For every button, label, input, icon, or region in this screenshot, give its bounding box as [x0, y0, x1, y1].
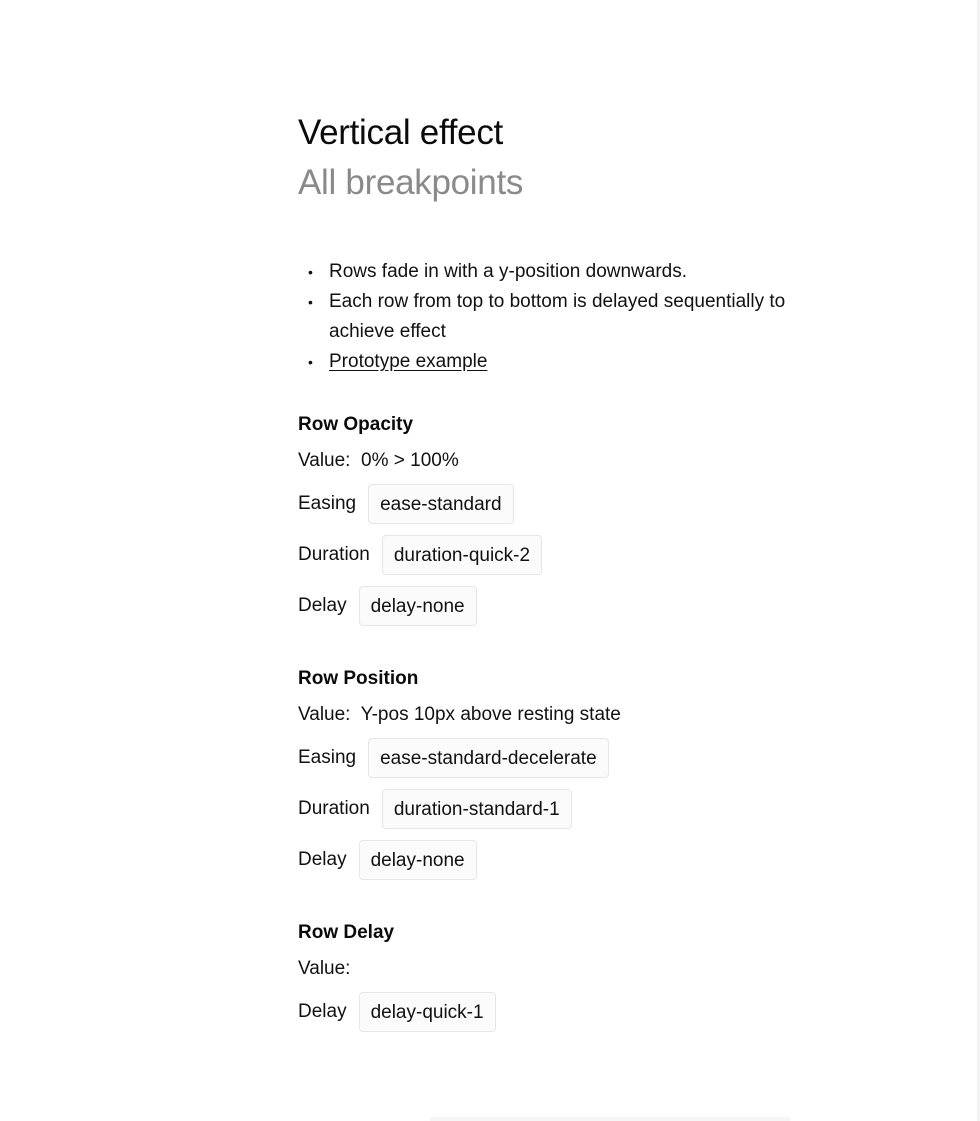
list-item-text: Rows fade in with a y-position downwards. — [329, 261, 688, 282]
easing-row — [298, 737, 818, 779]
page-title: Vertical effect — [298, 113, 503, 152]
value-text: Value: 0% > 100% — [298, 450, 459, 471]
easing-label: Easing — [298, 747, 357, 768]
delay-row — [298, 585, 818, 627]
delay-label: Delay — [298, 849, 347, 870]
list-item-text: Each row from top to bottom is delayed sequentially to achieve effect — [329, 291, 786, 342]
easing-label: Easing — [298, 493, 357, 514]
delay-token-chip: delay-none — [359, 840, 477, 880]
bullet-icon: • — [308, 264, 313, 280]
delay-row — [298, 839, 818, 881]
duration-label: Duration — [298, 544, 370, 565]
description-list — [308, 257, 838, 377]
duration-token-chip: duration-quick-2 — [382, 535, 542, 575]
page-subtitle: All breakpoints — [298, 163, 524, 202]
duration-label: Duration — [298, 798, 370, 819]
duration-row — [298, 788, 818, 830]
value-text: Value: — [298, 958, 351, 979]
bullet-icon: • — [308, 354, 313, 370]
section-title: Row Delay — [298, 922, 395, 943]
row-delay-section — [298, 920, 818, 1033]
list-item — [308, 287, 838, 347]
bullet-icon: • — [308, 294, 313, 310]
easing-row — [298, 483, 818, 525]
list-item — [308, 347, 838, 377]
delay-token-chip: delay-quick-1 — [359, 992, 496, 1032]
delay-label: Delay — [298, 1001, 347, 1022]
duration-row — [298, 534, 818, 576]
value-text: Value: Y-pos 10px above resting state — [298, 704, 621, 725]
delay-row — [298, 991, 818, 1033]
delay-label: Delay — [298, 595, 347, 616]
easing-token-chip: ease-standard — [368, 484, 513, 524]
section-title: Row Position — [298, 668, 419, 689]
bottom-edge-shadow — [430, 1117, 790, 1121]
duration-token-chip: duration-standard-1 — [382, 789, 572, 829]
list-item — [308, 257, 838, 287]
prototype-example-link[interactable]: Prototype example — [329, 351, 488, 372]
spec-content — [298, 112, 858, 1023]
row-position-section — [298, 666, 818, 881]
row-opacity-section — [298, 412, 818, 627]
easing-token-chip: ease-standard-decelerate — [368, 738, 609, 778]
section-title: Row Opacity — [298, 414, 414, 435]
delay-token-chip: delay-none — [359, 586, 477, 626]
